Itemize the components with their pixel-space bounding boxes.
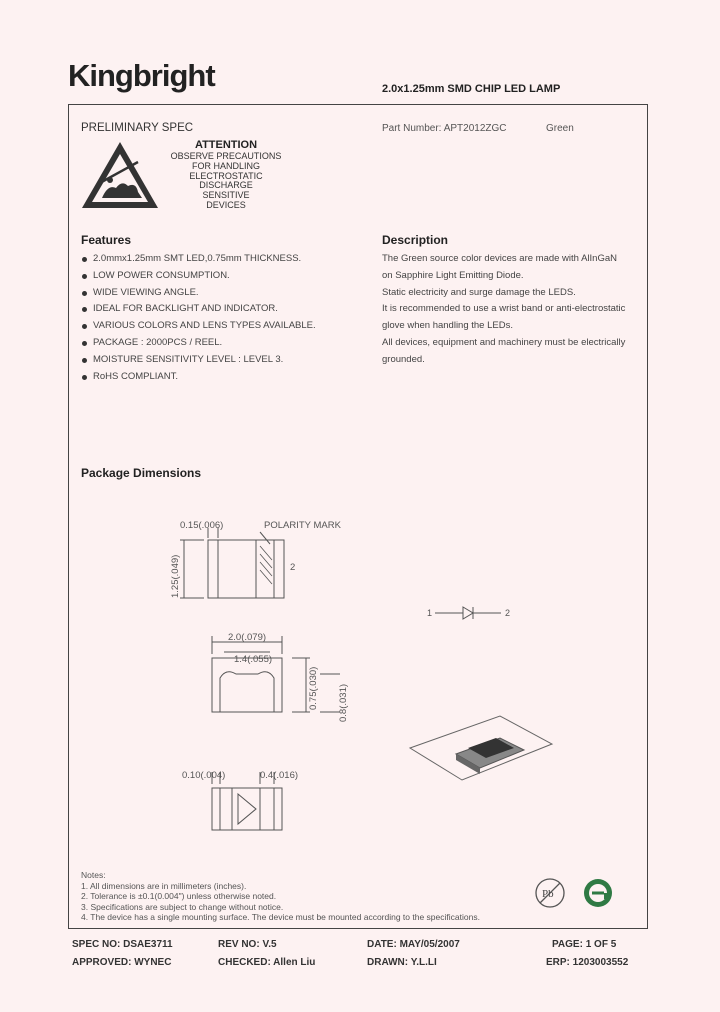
description-line: The Green source color devices are made with AlInGaN [382, 253, 617, 264]
note-line: 4. The device has a single mounting surface. The device must be mounted according to the specifications. [81, 912, 480, 922]
diode-cathode-label: 2 [505, 608, 511, 618]
dim-side-label-2: 0.8(.031) [338, 683, 349, 722]
feature-item: VARIOUS COLORS AND LENS TYPES AVAILABLE. [81, 318, 316, 335]
footer-page: PAGE: 1 OF 5 [552, 939, 617, 950]
attention-line: ELECTROSTATIC [189, 170, 263, 181]
diode-symbol [425, 603, 515, 623]
description-line: grounded. [382, 353, 425, 365]
part-number: Part Number: APT2012ZGC [382, 123, 507, 134]
feature-item: WIDE VIEWING ANGLE. [81, 285, 316, 302]
notes-block [81, 870, 480, 923]
footer-drawn: DRAWN: Y.L.LI [367, 957, 437, 968]
attention-line: OBSERVE PRECAUTIONS [170, 151, 282, 161]
note-line: 2. Tolerance is ±0.1(0.004") unless otherwise noted. [81, 891, 277, 901]
description-line: It is recommended to use a wrist band or anti-electrostatic [382, 303, 626, 315]
notes-heading: Notes: [81, 870, 106, 880]
document-title: 2.0x1.25mm SMD CHIP LED LAMP [382, 83, 561, 95]
note-line: 1. All dimensions are in millimeters (inches). [81, 880, 247, 891]
dim-top-label: 0.15(.006) [180, 520, 224, 531]
dim-bottom-left-label: 0.10(.004) [182, 770, 226, 781]
note-line: 3. Specifications are subject to change without notice. [81, 901, 284, 912]
footer-date: DATE: MAY/05/2007 [367, 939, 460, 950]
attention-block [166, 139, 286, 211]
features-heading: Features [81, 233, 132, 247]
dim-height-label: 1.25(.049) [170, 554, 181, 598]
anode-label: 1 [427, 608, 433, 618]
footer-checked: CHECKED: Allen Liu [218, 957, 316, 968]
description-line: on Sapphire Light Emitting Diode. [382, 269, 524, 281]
polarity-mark-label: POLARITY MARK [264, 520, 341, 531]
attention-line: DISCHARGE [199, 180, 253, 191]
feature-item: 2.0mmx1.25mm SMT LED,0.75mm THICKNESS. [81, 251, 316, 268]
spec-status: PRELIMINARY SPEC [81, 122, 194, 134]
cathode-label: 2 [290, 562, 296, 573]
attention-line: DEVICES [206, 199, 246, 210]
features-list [81, 251, 316, 385]
description-line: Static electricity and surge damage the LEDS. [382, 286, 576, 298]
dim-side-label: 0.75(.030) [308, 666, 319, 710]
rohs-green-e-icon [584, 879, 612, 907]
dim-width-label: 2.0(.079) [228, 632, 267, 643]
feature-item: LOW POWER CONSUMPTION. [81, 268, 316, 285]
footer-erp: ERP: 1203003552 [546, 957, 629, 968]
pb-free-icon [536, 879, 564, 907]
package-dimensions-heading: Package Dimensions [81, 466, 202, 480]
attention-line: SENSITIVE [202, 190, 250, 201]
footer-approved: APPROVED: WYNEC [72, 957, 172, 968]
led-isometric-drawing [400, 710, 560, 790]
feature-item: PACKAGE : 2000PCS / REEL. [81, 335, 316, 352]
feature-item: IDEAL FOR BACKLIGHT AND INDICATOR. [81, 301, 316, 318]
package-drawing [160, 510, 360, 840]
esd-warning-icon [80, 140, 160, 210]
company-logo: Kingbright [68, 58, 215, 93]
footer-spec-no: SPEC NO: DSAE3711 [72, 939, 173, 950]
feature-item: MOISTURE SENSITIVITY LEVEL : LEVEL 3. [81, 352, 316, 369]
compliance-badges [528, 871, 618, 915]
description-heading: Description [382, 233, 449, 247]
feature-item: RoHS COMPLIANT. [81, 369, 316, 386]
description-list [382, 251, 625, 369]
attention-line: FOR HANDLING [191, 160, 260, 171]
pb-label: Pb [542, 888, 554, 900]
dim-inner-label: 1.4(.055) [234, 654, 273, 665]
dim-bottom-right-label: 0.4(.016) [260, 770, 299, 781]
footer-rev-no: REV NO: V.5 [218, 939, 277, 950]
description-line: glove when handling the LEDs. [382, 320, 513, 332]
attention-title: ATTENTION [194, 139, 258, 151]
description-line: All devices, equipment and machinery must be electrically [382, 336, 626, 348]
part-color: Green [546, 123, 574, 134]
